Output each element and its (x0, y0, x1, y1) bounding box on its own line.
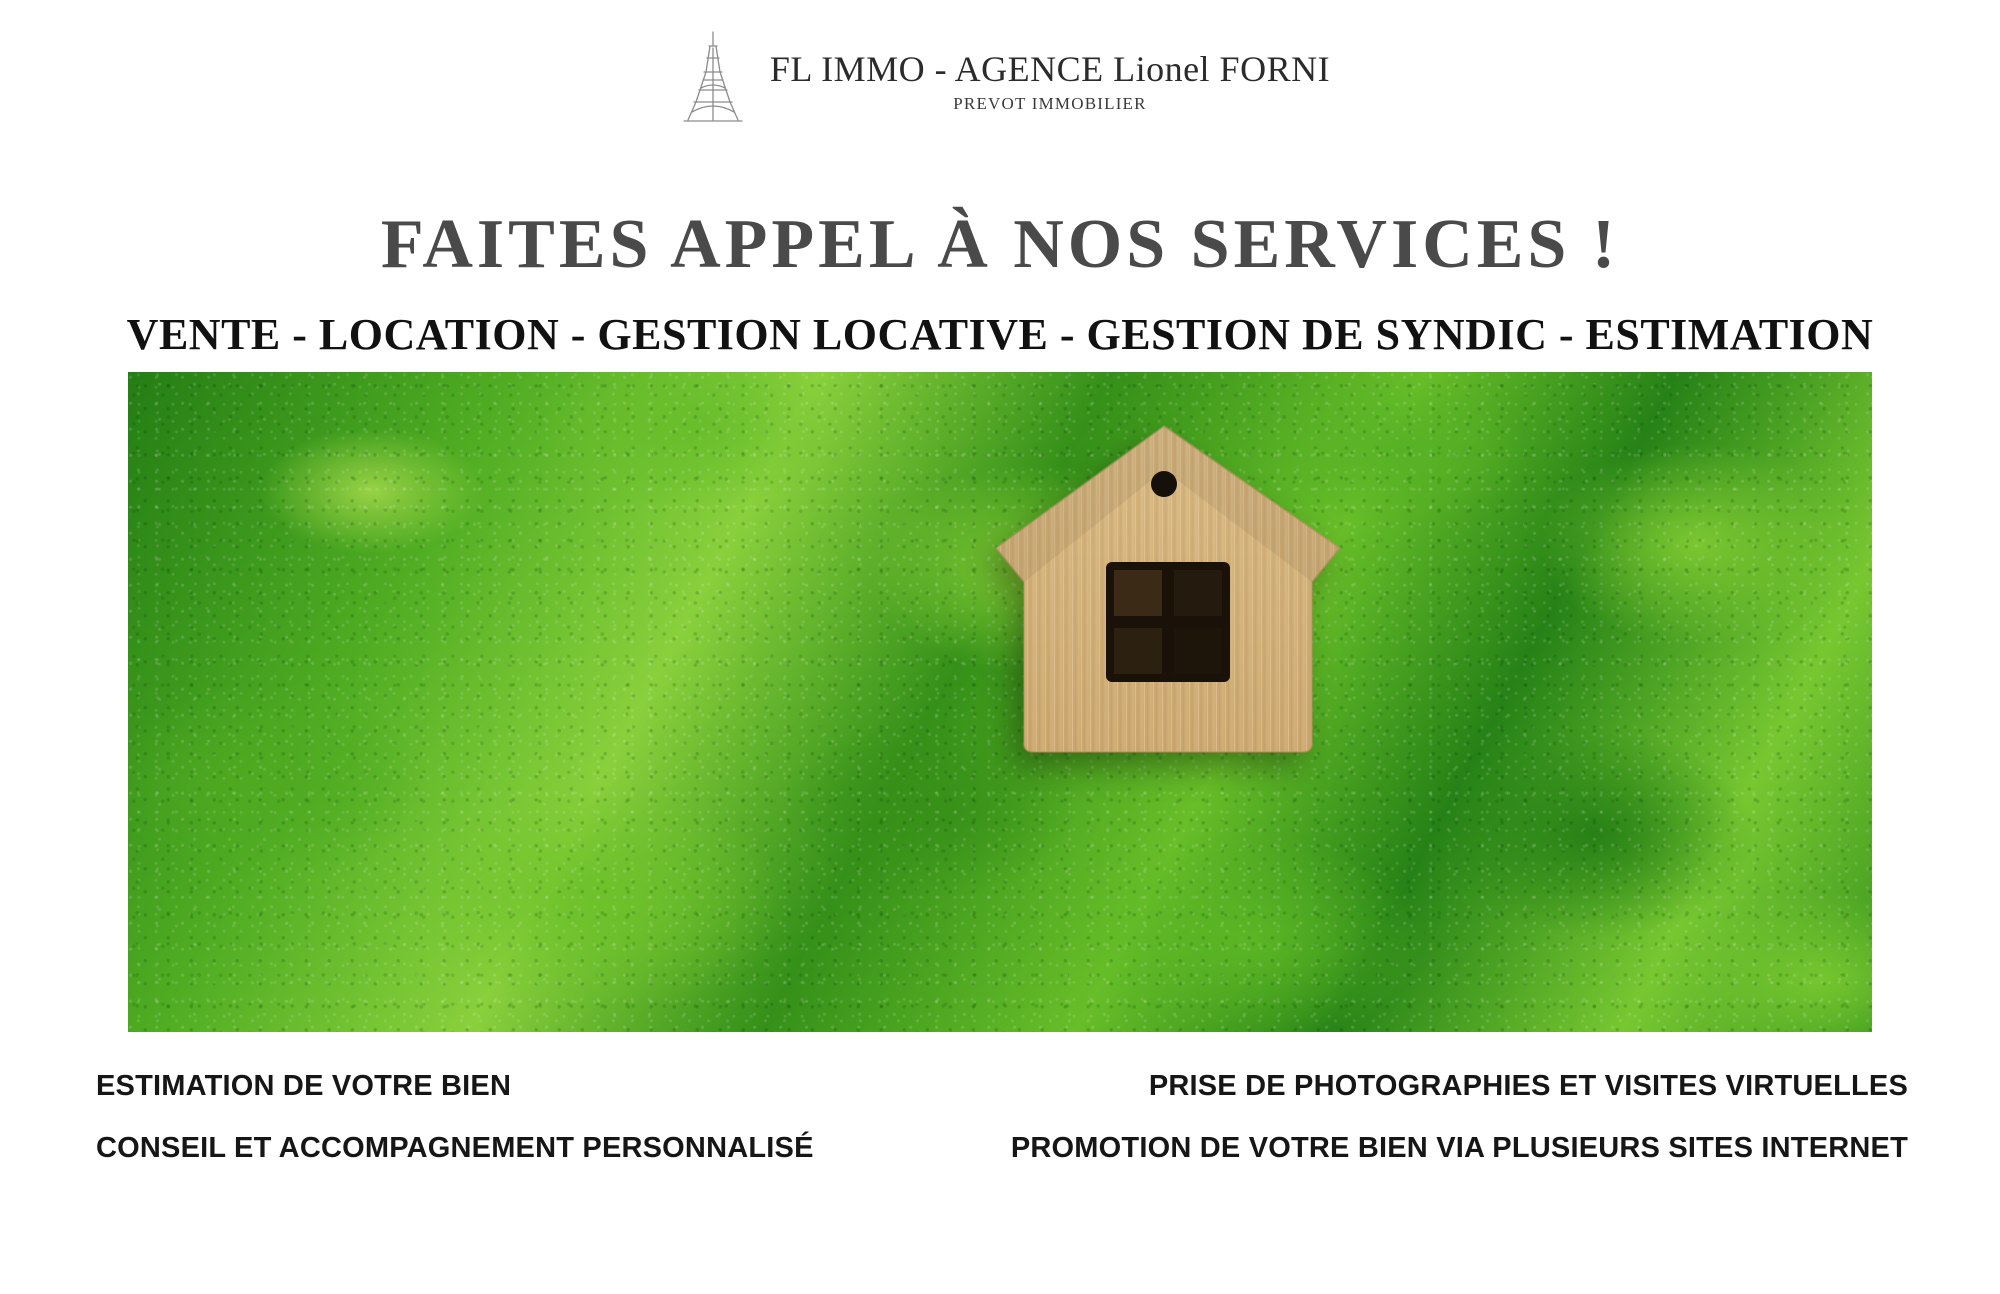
services-list (0, 1056, 2000, 1206)
wooden-house-icon (968, 412, 1368, 812)
brand-tagline: PREVOT IMMOBILIER (953, 94, 1147, 113)
hero-image (128, 372, 1872, 1032)
brand-logo (0, 28, 2000, 124)
service-item-promotion: PROMOTION DE VOTRE BIEN VIA PLUSIEURS SITES INTERNET (1010, 1132, 1908, 1164)
services-subtitle: VENTE - LOCATION - GESTION LOCATIVE - GESTION DE SYNDIC - ESTIMATION (126, 309, 1874, 359)
page-title: FAITES APPEL À NOS SERVICES ! (380, 205, 1620, 283)
eiffel-tower-icon (670, 28, 756, 124)
service-item-estimation: ESTIMATION DE VOTRE BIEN (96, 1070, 512, 1102)
brand-name: FL IMMO - AGENCE Lionel FORNI (769, 49, 1331, 89)
service-item-conseil: CONSEIL ET ACCOMPAGNEMENT PERSONNALISÉ (96, 1132, 814, 1164)
service-item-photographies: PRISE DE PHOTOGRAPHIES ET VISITES VIRTUELLES (1148, 1070, 1908, 1102)
